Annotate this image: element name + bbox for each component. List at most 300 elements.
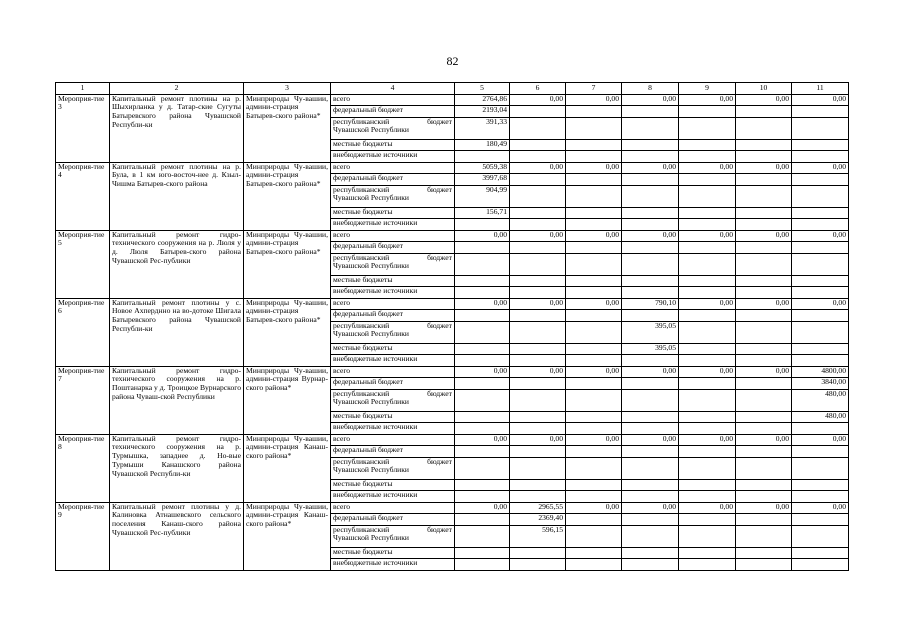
- amount-cell: [679, 139, 736, 151]
- amount-cell: [566, 411, 622, 423]
- amount-cell: [736, 446, 792, 458]
- funding-source: федеральный бюджет: [331, 514, 455, 526]
- amount-cell: 0,00: [566, 434, 622, 446]
- amount-cell: [566, 151, 622, 163]
- funding-source: внебюджетные источники: [331, 355, 455, 367]
- amount-cell: 391,33: [455, 117, 510, 139]
- amount-cell: [679, 106, 736, 118]
- amount-cell: 0,00: [622, 230, 679, 242]
- measure-executor: Минприроды Чу-вашии, админи-страция Канаш-ского района*: [244, 502, 331, 570]
- amount-cell: [736, 174, 792, 186]
- amount-cell: [510, 207, 566, 219]
- amount-cell: [510, 253, 566, 275]
- funding-source: федеральный бюджет: [331, 106, 455, 118]
- amount-cell: [679, 446, 736, 458]
- amount-cell: [622, 207, 679, 219]
- amount-cell: [566, 389, 622, 411]
- amount-cell: [792, 287, 849, 299]
- amount-cell: 0,00: [510, 162, 566, 174]
- column-header: 8: [622, 83, 679, 95]
- funding-source: местные бюджеты: [331, 139, 455, 151]
- funding-source-part: республиканский: [333, 389, 390, 398]
- amount-cell: 0,00: [679, 434, 736, 446]
- funding-source-part: республиканский: [333, 525, 390, 534]
- amount-cell: [792, 514, 849, 526]
- amount-cell: 0,00: [455, 434, 510, 446]
- funding-source: [331, 117, 455, 139]
- table-row: [56, 230, 849, 242]
- amount-cell: 0,00: [792, 230, 849, 242]
- funding-source-part: бюджет: [427, 457, 452, 466]
- amount-cell: 480,00: [792, 411, 849, 423]
- amount-cell: [455, 151, 510, 163]
- amount-cell: [566, 253, 622, 275]
- amount-cell: [736, 479, 792, 491]
- funding-source: [331, 321, 455, 343]
- amount-cell: [679, 321, 736, 343]
- amount-cell: [510, 174, 566, 186]
- amount-cell: [792, 117, 849, 139]
- amount-cell: [736, 514, 792, 526]
- amount-cell: [679, 275, 736, 287]
- amount-cell: 0,00: [566, 94, 622, 106]
- amount-cell: 0,00: [679, 502, 736, 514]
- amount-cell: [792, 457, 849, 479]
- amount-cell: [736, 106, 792, 118]
- amount-cell: 0,00: [792, 94, 849, 106]
- amount-cell: [736, 491, 792, 503]
- measure-executor: Минприроды Чу-вашии, админи-страция Батырев-ского района*: [244, 230, 331, 298]
- funding-source: [331, 389, 455, 411]
- amount-cell: [566, 525, 622, 547]
- amount-cell: 0,00: [736, 366, 792, 378]
- funding-source: местные бюджеты: [331, 411, 455, 423]
- amount-cell: [566, 185, 622, 207]
- amount-cell: [622, 525, 679, 547]
- amount-cell: [736, 343, 792, 355]
- amount-cell: 0,00: [510, 366, 566, 378]
- amount-cell: [736, 423, 792, 435]
- funding-source-part: бюджет: [427, 185, 452, 194]
- amount-cell: [679, 547, 736, 559]
- funding-source: внебюджетные источники: [331, 423, 455, 435]
- measure-id: Мероприя-тие 5: [56, 230, 110, 298]
- amount-cell: [679, 491, 736, 503]
- amount-cell: [679, 378, 736, 390]
- amount-cell: [622, 355, 679, 367]
- amount-cell: [792, 355, 849, 367]
- amount-cell: [455, 457, 510, 479]
- amount-cell: [622, 117, 679, 139]
- measure-id: Мероприя-тие 9: [56, 502, 110, 570]
- amount-cell: [566, 174, 622, 186]
- amount-cell: [736, 389, 792, 411]
- funding-source: федеральный бюджет: [331, 310, 455, 322]
- amount-cell: [622, 106, 679, 118]
- amount-cell: 3840,00: [792, 378, 849, 390]
- funding-source-part: Чувашской Республики: [333, 533, 409, 543]
- amount-cell: [736, 378, 792, 390]
- funding-source-part: республиканский: [333, 185, 390, 194]
- funding-source: всего: [331, 298, 455, 310]
- amount-cell: [455, 479, 510, 491]
- funding-source-part: Чувашской Республики: [333, 193, 409, 203]
- amount-cell: [792, 139, 849, 151]
- amount-cell: 0,00: [679, 230, 736, 242]
- amount-cell: [510, 106, 566, 118]
- funding-source: внебюджетные источники: [331, 491, 455, 503]
- amount-cell: [622, 253, 679, 275]
- amount-cell: 0,00: [622, 162, 679, 174]
- funding-source-part: республиканский: [333, 457, 390, 466]
- funding-source: федеральный бюджет: [331, 446, 455, 458]
- funding-source: местные бюджеты: [331, 547, 455, 559]
- funding-source: федеральный бюджет: [331, 242, 455, 254]
- funding-source-part: Чувашской Республики: [333, 329, 409, 339]
- amount-cell: [792, 479, 849, 491]
- funding-source-part: бюджет: [427, 389, 452, 398]
- amount-cell: [455, 559, 510, 571]
- amount-cell: [510, 310, 566, 322]
- measure-id: Мероприя-тие 3: [56, 94, 110, 162]
- amount-cell: [622, 310, 679, 322]
- amount-cell: [622, 479, 679, 491]
- measure-executor: Минприроды Чу-вашии, админи-страция Батырев-ского района*: [244, 298, 331, 366]
- amount-cell: [510, 378, 566, 390]
- amount-cell: [736, 457, 792, 479]
- funding-source: всего: [331, 366, 455, 378]
- amount-cell: [792, 491, 849, 503]
- amount-cell: [736, 151, 792, 163]
- amount-cell: [566, 219, 622, 231]
- amount-cell: [736, 275, 792, 287]
- amount-cell: [455, 242, 510, 254]
- amount-cell: [622, 547, 679, 559]
- amount-cell: [455, 253, 510, 275]
- amount-cell: [455, 514, 510, 526]
- column-header: 9: [679, 83, 736, 95]
- amount-cell: [792, 275, 849, 287]
- amount-cell: [736, 185, 792, 207]
- table-row: [56, 162, 849, 174]
- amount-cell: [679, 389, 736, 411]
- amount-cell: [792, 547, 849, 559]
- column-header: 6: [510, 83, 566, 95]
- measure-name: Капитальный ремонт плотины на р. Була, в 1 км юго-восточ-нее д. Кзыл-Чишма Батырев-ского района: [110, 162, 244, 230]
- amount-cell: [566, 547, 622, 559]
- amount-cell: [510, 411, 566, 423]
- funding-source: местные бюджеты: [331, 207, 455, 219]
- amount-cell: 0,00: [510, 94, 566, 106]
- measure-name: Капитальный ремонт плотины на р. Шыхирланка у д. Татар-ские Сугуты Батыревского района Чувашской Республи-ки: [110, 94, 244, 162]
- amount-cell: [510, 343, 566, 355]
- amount-cell: [736, 547, 792, 559]
- measure-id: Мероприя-тие 4: [56, 162, 110, 230]
- amount-cell: 0,00: [510, 434, 566, 446]
- measure-executor: Минприроды Чу-вашии, админи-страция Батырев-ского района*: [244, 162, 331, 230]
- measure-executor: Минприроды Чу-вашии, админи-страция Канаш-ского района*: [244, 434, 331, 502]
- amount-cell: [792, 151, 849, 163]
- amount-cell: 395,05: [622, 321, 679, 343]
- column-number-row: [56, 83, 849, 95]
- amount-cell: [792, 559, 849, 571]
- amount-cell: [792, 321, 849, 343]
- funding-source-part: бюджет: [427, 117, 452, 126]
- column-header: 2: [110, 83, 244, 95]
- amount-cell: [679, 117, 736, 139]
- funding-source-part: бюджет: [427, 253, 452, 262]
- amount-cell: 4800,00: [792, 366, 849, 378]
- table-row: [56, 366, 849, 378]
- amount-cell: [792, 106, 849, 118]
- amount-cell: [622, 423, 679, 435]
- measure-executor: Минприроды Чу-вашии, админи-страция Батырев-ского района*: [244, 94, 331, 162]
- amount-cell: [736, 139, 792, 151]
- amount-cell: [792, 423, 849, 435]
- amount-cell: [566, 514, 622, 526]
- amount-cell: 180,49: [455, 139, 510, 151]
- amount-cell: 0,00: [679, 162, 736, 174]
- amount-cell: [622, 559, 679, 571]
- funding-source-part: Чувашской Республики: [333, 125, 409, 135]
- amount-cell: 904,99: [455, 185, 510, 207]
- amount-cell: 0,00: [792, 162, 849, 174]
- amount-cell: [622, 457, 679, 479]
- amount-cell: [455, 423, 510, 435]
- amount-cell: [622, 219, 679, 231]
- amount-cell: [679, 287, 736, 299]
- amount-cell: [566, 321, 622, 343]
- amount-cell: 0,00: [622, 434, 679, 446]
- amount-cell: 596,15: [510, 525, 566, 547]
- amount-cell: [736, 253, 792, 275]
- amount-cell: [455, 219, 510, 231]
- funding-source: внебюджетные источники: [331, 219, 455, 231]
- funding-source: федеральный бюджет: [331, 378, 455, 390]
- funding-source: [331, 457, 455, 479]
- funding-source: всего: [331, 162, 455, 174]
- amount-cell: [455, 378, 510, 390]
- amount-cell: [679, 343, 736, 355]
- amount-cell: [679, 355, 736, 367]
- amount-cell: [566, 446, 622, 458]
- amount-cell: [566, 106, 622, 118]
- amount-cell: 0,00: [566, 298, 622, 310]
- amount-cell: 3997,68: [455, 174, 510, 186]
- amount-cell: [736, 287, 792, 299]
- amount-cell: 0,00: [566, 502, 622, 514]
- amount-cell: 0,00: [455, 502, 510, 514]
- amount-cell: [679, 559, 736, 571]
- amount-cell: 2369,40: [510, 514, 566, 526]
- amount-cell: [736, 117, 792, 139]
- measure-id: Мероприя-тие 6: [56, 298, 110, 366]
- amount-cell: [510, 423, 566, 435]
- funding-source-part: республиканский: [333, 117, 390, 126]
- amount-cell: [792, 446, 849, 458]
- amount-cell: 0,00: [679, 298, 736, 310]
- amount-cell: [792, 207, 849, 219]
- amount-cell: [510, 457, 566, 479]
- column-header: 4: [331, 83, 455, 95]
- amount-cell: [622, 287, 679, 299]
- amount-cell: 0,00: [792, 502, 849, 514]
- amount-cell: [792, 310, 849, 322]
- amount-cell: [510, 151, 566, 163]
- table-row: [56, 94, 849, 106]
- amount-cell: [679, 219, 736, 231]
- amount-cell: [792, 343, 849, 355]
- amount-cell: [566, 355, 622, 367]
- amount-cell: [566, 275, 622, 287]
- funding-source: [331, 253, 455, 275]
- funding-source: всего: [331, 94, 455, 106]
- amount-cell: [510, 559, 566, 571]
- funding-source: [331, 185, 455, 207]
- amount-cell: [736, 525, 792, 547]
- amount-cell: [455, 287, 510, 299]
- funding-source: внебюджетные источники: [331, 151, 455, 163]
- amount-cell: 0,00: [566, 162, 622, 174]
- amount-cell: [679, 423, 736, 435]
- table-row: [56, 298, 849, 310]
- amount-cell: [455, 547, 510, 559]
- amount-cell: [622, 185, 679, 207]
- amount-cell: 0,00: [622, 94, 679, 106]
- funding-source: внебюджетные источники: [331, 559, 455, 571]
- amount-cell: [510, 139, 566, 151]
- funding-source-part: бюджет: [427, 525, 452, 534]
- column-header: 10: [736, 83, 792, 95]
- amount-cell: [736, 310, 792, 322]
- amount-cell: [510, 389, 566, 411]
- column-header: 1: [56, 83, 110, 95]
- amount-cell: [455, 491, 510, 503]
- amount-cell: 0,00: [736, 94, 792, 106]
- amount-cell: 0,00: [566, 230, 622, 242]
- amount-cell: 0,00: [455, 230, 510, 242]
- amount-cell: 0,00: [679, 366, 736, 378]
- amount-cell: [679, 253, 736, 275]
- funding-source: [331, 525, 455, 547]
- funding-source: внебюджетные источники: [331, 287, 455, 299]
- amount-cell: [792, 525, 849, 547]
- amount-cell: [455, 355, 510, 367]
- amount-cell: [622, 378, 679, 390]
- amount-cell: 395,05: [622, 343, 679, 355]
- amount-cell: [510, 355, 566, 367]
- amount-cell: [679, 411, 736, 423]
- funding-source: федеральный бюджет: [331, 174, 455, 186]
- funding-source-part: республиканский: [333, 321, 390, 330]
- amount-cell: 0,00: [736, 162, 792, 174]
- amount-cell: [736, 219, 792, 231]
- amount-cell: [679, 457, 736, 479]
- amount-cell: [510, 287, 566, 299]
- measure-name: Капитальный ремонт плотины у с. Новое Ахперднно на во-дотоке Шигала Батыревского района Чувашской Республи-ки: [110, 298, 244, 366]
- funding-source-part: Чувашской Республики: [333, 261, 409, 271]
- amount-cell: [510, 242, 566, 254]
- amount-cell: [792, 242, 849, 254]
- amount-cell: [792, 219, 849, 231]
- amount-cell: [679, 174, 736, 186]
- amount-cell: [455, 525, 510, 547]
- amount-cell: [736, 207, 792, 219]
- amount-cell: [622, 389, 679, 411]
- amount-cell: [455, 321, 510, 343]
- amount-cell: [792, 253, 849, 275]
- amount-cell: [566, 207, 622, 219]
- amount-cell: [566, 423, 622, 435]
- amount-cell: 0,00: [566, 366, 622, 378]
- measure-id: Мероприя-тие 8: [56, 434, 110, 502]
- amount-cell: [679, 514, 736, 526]
- column-header: 5: [455, 83, 510, 95]
- funding-source-part: Чувашской Республики: [333, 465, 409, 475]
- amount-cell: 790,10: [622, 298, 679, 310]
- amount-cell: [510, 491, 566, 503]
- amount-cell: 0,00: [736, 230, 792, 242]
- amount-cell: [622, 514, 679, 526]
- column-header: 7: [566, 83, 622, 95]
- column-header: 3: [244, 83, 331, 95]
- amount-cell: [622, 151, 679, 163]
- amount-cell: 0,00: [792, 434, 849, 446]
- amount-cell: [736, 321, 792, 343]
- measure-executor: Минприроды Чу-вашии, админи-страция Вурнар-ского района*: [244, 366, 331, 434]
- amount-cell: [622, 446, 679, 458]
- measure-id: Мероприя-тие 7: [56, 366, 110, 434]
- amount-cell: [566, 559, 622, 571]
- amount-cell: 0,00: [622, 366, 679, 378]
- column-header: 11: [792, 83, 849, 95]
- amount-cell: [510, 275, 566, 287]
- amount-cell: [566, 139, 622, 151]
- amount-cell: [510, 219, 566, 231]
- amount-cell: [455, 411, 510, 423]
- funding-source-part: республиканский: [333, 253, 390, 262]
- amount-cell: [455, 343, 510, 355]
- measure-name: Капитальный ремонт гидро-технического сооружения на р. Поштанарка у д. Троицкое Вурнарского района Чуваш-ской Республики: [110, 366, 244, 434]
- amount-cell: [736, 242, 792, 254]
- funding-source-part: Чувашской Республики: [333, 397, 409, 407]
- amount-cell: [622, 491, 679, 503]
- amount-cell: [679, 242, 736, 254]
- measure-name: Капитальный ремонт гидро-технического сооружения на р. Турмышка, западнее д. Но-вые Турмыши Канашского района Чувашской Республи-ки: [110, 434, 244, 502]
- amount-cell: [679, 151, 736, 163]
- amount-cell: [792, 174, 849, 186]
- amount-cell: 0,00: [736, 434, 792, 446]
- amount-cell: 2764,86: [455, 94, 510, 106]
- amount-cell: [622, 174, 679, 186]
- amount-cell: [510, 321, 566, 343]
- funding-table: [55, 82, 849, 571]
- amount-cell: [566, 343, 622, 355]
- amount-cell: [622, 275, 679, 287]
- amount-cell: [622, 411, 679, 423]
- amount-cell: [566, 491, 622, 503]
- amount-cell: [736, 355, 792, 367]
- funding-source: местные бюджеты: [331, 479, 455, 491]
- amount-cell: 0,00: [736, 502, 792, 514]
- amount-cell: [679, 479, 736, 491]
- table-row: [56, 434, 849, 446]
- amount-cell: [679, 207, 736, 219]
- amount-cell: 0,00: [510, 230, 566, 242]
- amount-cell: 0,00: [455, 366, 510, 378]
- amount-cell: 0,00: [792, 298, 849, 310]
- amount-cell: 2965,55: [510, 502, 566, 514]
